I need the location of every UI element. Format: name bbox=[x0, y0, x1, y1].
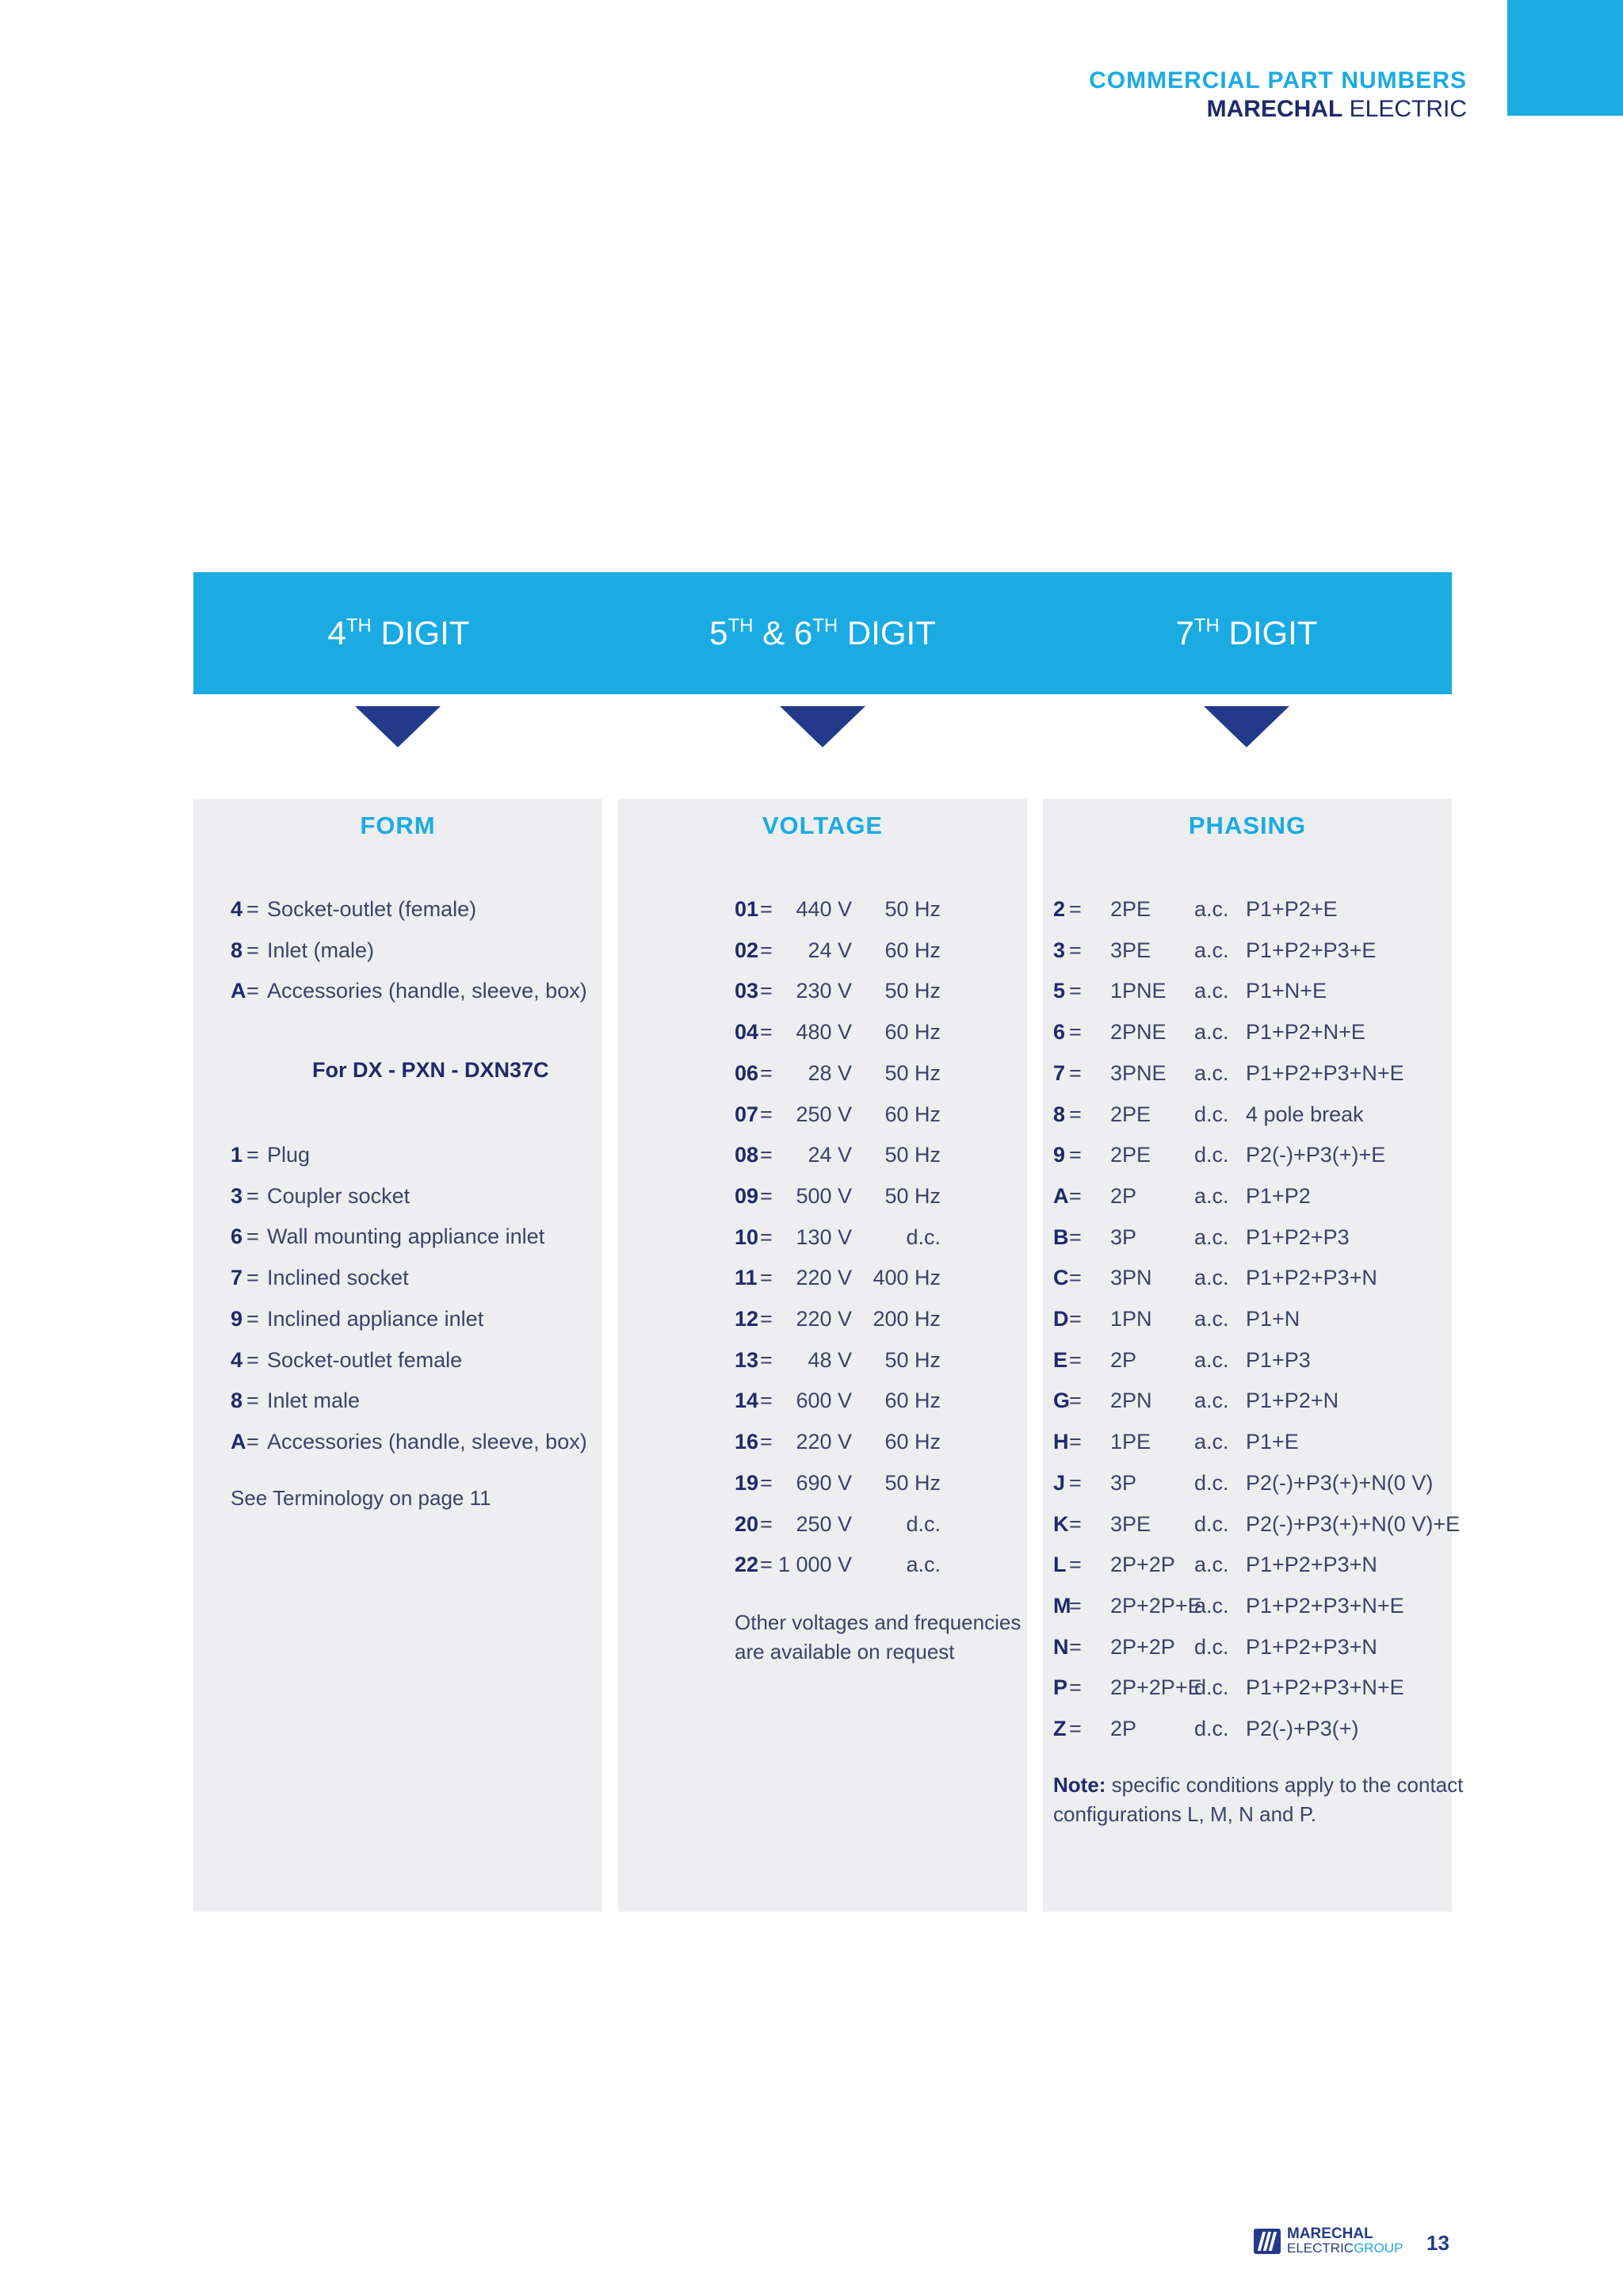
voltage-item-volt: 250 V bbox=[796, 1511, 852, 1536]
voltage-item bbox=[735, 1305, 941, 1332]
voltage-item-freq: 50 Hz bbox=[884, 1347, 941, 1372]
phasing-item-config: P1+P2+P3+N bbox=[1246, 1266, 1377, 1290]
phasing-item-current: d.c. bbox=[1194, 1102, 1229, 1126]
form-item bbox=[231, 1305, 595, 1332]
phasing-item-current: a.c. bbox=[1194, 1389, 1229, 1413]
form-item bbox=[231, 1428, 595, 1455]
phasing-item-code: G bbox=[1053, 1389, 1071, 1413]
phasing-item-poles: 2P bbox=[1110, 1347, 1137, 1372]
arrow-down-icon bbox=[355, 706, 441, 747]
phasing-item-current: a.c. bbox=[1194, 938, 1229, 962]
voltage-item-volt: 48 V bbox=[808, 1347, 852, 1372]
voltage-item-code: 06 bbox=[735, 1060, 759, 1085]
corner-tab bbox=[1507, 0, 1623, 116]
voltage-item-equals: = bbox=[760, 1143, 773, 1167]
digit-4-sup: TH bbox=[346, 615, 372, 636]
voltage-item-volt: 250 V bbox=[796, 1102, 852, 1126]
phasing-item-equals: = bbox=[1069, 1307, 1082, 1331]
phasing-item-code: L bbox=[1053, 1553, 1067, 1577]
phasing-item-current: a.c. bbox=[1194, 1347, 1229, 1372]
voltage-item-freq: d.c. bbox=[906, 1511, 941, 1536]
voltage-item bbox=[735, 937, 941, 964]
voltage-item-code: 01 bbox=[735, 897, 759, 921]
phasing-item-current: a.c. bbox=[1194, 1224, 1229, 1249]
phasing-item-current: a.c. bbox=[1194, 897, 1229, 921]
voltage-item-freq: 60 Hz bbox=[884, 938, 941, 962]
header-brand-rest: ELECTRIC bbox=[1349, 96, 1467, 122]
form-item-code: A bbox=[231, 1429, 246, 1454]
phasing-item-equals: = bbox=[1069, 1183, 1082, 1208]
phasing-item-code: K bbox=[1053, 1511, 1069, 1536]
digit-7-sup: TH bbox=[1193, 615, 1220, 636]
phasing-item-equals: = bbox=[1069, 1511, 1082, 1536]
digit-4-text: DIGIT bbox=[380, 614, 470, 651]
voltage-item bbox=[735, 977, 941, 1004]
form-item-equals: = bbox=[246, 1429, 259, 1454]
phasing-item-current: d.c. bbox=[1194, 1470, 1229, 1495]
digit-6-number: 6 bbox=[793, 614, 813, 651]
phasing-item-poles: 2PN bbox=[1110, 1389, 1152, 1413]
phasing-item-code: 9 bbox=[1053, 1143, 1066, 1167]
voltage-item-code: 08 bbox=[735, 1143, 759, 1167]
digit-56-label bbox=[664, 572, 981, 694]
phasing-note-label: Note: bbox=[1053, 1773, 1106, 1797]
form-item-code: A bbox=[231, 979, 246, 1003]
form-item-code: 9 bbox=[231, 1306, 243, 1331]
phasing-item-config: P1+P2+P3+E bbox=[1246, 938, 1377, 962]
form-item-equals: = bbox=[246, 1347, 259, 1372]
phasing-item-equals: = bbox=[1069, 1634, 1082, 1659]
phasing-item-current: d.c. bbox=[1194, 1143, 1229, 1167]
form-item-equals: = bbox=[246, 1389, 259, 1413]
phasing-item-poles: 1PNE bbox=[1110, 979, 1167, 1003]
form-item-text: Wall mounting appliance inlet bbox=[267, 1224, 545, 1249]
voltage-item-code: 19 bbox=[735, 1470, 759, 1495]
phasing-item-code: P bbox=[1053, 1675, 1068, 1700]
phasing-item-code: 2 bbox=[1053, 897, 1066, 921]
voltage-item-equals: = bbox=[760, 979, 773, 1003]
phasing-item-current: a.c. bbox=[1194, 1183, 1229, 1208]
voltage-item-code: 22 bbox=[735, 1553, 759, 1577]
phasing-item-code: D bbox=[1053, 1307, 1069, 1331]
form-item bbox=[231, 896, 595, 923]
voltage-item bbox=[735, 1469, 941, 1496]
phasing-item-current: d.c. bbox=[1194, 1511, 1229, 1536]
phasing-item-poles: 2PNE bbox=[1110, 1020, 1167, 1045]
phasing-item bbox=[1053, 937, 1434, 964]
phasing-item-poles: 2P+2P+E bbox=[1110, 1675, 1202, 1700]
form-item-text: Socket-outlet (female) bbox=[267, 897, 477, 921]
voltage-item-freq: 50 Hz bbox=[884, 1060, 941, 1085]
voltage-note-line2: are available on request bbox=[735, 1640, 955, 1664]
phasing-item-code: E bbox=[1053, 1347, 1068, 1372]
header-title: COMMERCIAL PART NUMBERS bbox=[1089, 67, 1467, 94]
phasing-item bbox=[1053, 1387, 1434, 1414]
voltage-item-volt: 440 V bbox=[796, 897, 852, 921]
voltage-item-volt: 500 V bbox=[796, 1183, 852, 1208]
form-item-equals: = bbox=[246, 1224, 259, 1249]
voltage-item-code: 09 bbox=[735, 1183, 759, 1208]
voltage-item-freq: 50 Hz bbox=[884, 979, 941, 1003]
voltage-item-code: 10 bbox=[735, 1224, 759, 1249]
voltage-item-code: 16 bbox=[735, 1430, 759, 1454]
marechal-logo bbox=[1254, 2225, 1403, 2257]
phasing-item bbox=[1053, 1264, 1434, 1291]
phasing-item-poles: 3PE bbox=[1110, 1511, 1151, 1536]
phasing-title: PHASING bbox=[1188, 812, 1307, 839]
form-item-equals: = bbox=[246, 938, 259, 962]
phasing-item-config: P1+P2 bbox=[1246, 1183, 1311, 1208]
phasing-item-equals: = bbox=[1069, 1717, 1082, 1740]
voltage-item-volt: 690 V bbox=[796, 1470, 852, 1495]
voltage-item-freq: 200 Hz bbox=[873, 1307, 941, 1331]
voltage-note-line1: Other voltages and frequencies bbox=[735, 1610, 1022, 1634]
phasing-item-config: P1+P2+E bbox=[1246, 897, 1338, 921]
phasing-item-config: P1+P2+P3+N+E bbox=[1246, 1593, 1404, 1618]
phasing-item bbox=[1053, 1428, 1434, 1455]
phasing-item-equals: = bbox=[1069, 938, 1082, 962]
form-item-code: 1 bbox=[231, 1143, 243, 1167]
header-brand-bold: MARECHAL bbox=[1206, 96, 1343, 122]
voltage-item-volt: 220 V bbox=[796, 1266, 852, 1290]
phasing-item-current: a.c. bbox=[1194, 1593, 1229, 1618]
phasing-item bbox=[1053, 1674, 1434, 1701]
form-item bbox=[231, 937, 595, 964]
voltage-item-volt: 220 V bbox=[796, 1430, 852, 1454]
phasing-item bbox=[1053, 1224, 1434, 1251]
form-item-equals: = bbox=[246, 897, 259, 921]
form-item-text: Accessories (handle, sleeve, box) bbox=[267, 979, 587, 1003]
phasing-item bbox=[1053, 1060, 1434, 1087]
phasing-item-code: Z bbox=[1053, 1717, 1067, 1740]
phasing-item-current: a.c. bbox=[1194, 1060, 1229, 1085]
form-item-equals: = bbox=[246, 1306, 259, 1331]
arrow-down-icon bbox=[1204, 706, 1289, 747]
phasing-item-config: P1+P2+P3+N bbox=[1246, 1634, 1377, 1659]
voltage-item-equals: = bbox=[760, 1553, 773, 1577]
phasing-item-config: P1+P3 bbox=[1246, 1347, 1311, 1372]
voltage-item-freq: 60 Hz bbox=[884, 1430, 941, 1454]
phasing-item-code: H bbox=[1053, 1430, 1069, 1454]
form-title: FORM bbox=[360, 812, 436, 839]
voltage-item-equals: = bbox=[760, 1224, 773, 1249]
form-item-code: 6 bbox=[231, 1224, 243, 1249]
digit-5-number: 5 bbox=[709, 614, 728, 651]
voltage-note bbox=[735, 1608, 1021, 1667]
form-item bbox=[231, 1264, 595, 1291]
voltage-item-freq: a.c. bbox=[906, 1553, 941, 1577]
voltage-item-equals: = bbox=[760, 1060, 773, 1085]
logo-line2a: ELECTRIC bbox=[1287, 2241, 1354, 2256]
voltage-item-equals: = bbox=[760, 1511, 773, 1536]
voltage-item-code: 12 bbox=[735, 1307, 759, 1331]
phasing-item-poles: 2PE bbox=[1110, 1143, 1151, 1167]
voltage-item-code: 20 bbox=[735, 1511, 759, 1536]
phasing-item-poles: 3P bbox=[1110, 1224, 1137, 1249]
digit-5-sup: TH bbox=[727, 615, 754, 636]
voltage-item-freq: 400 Hz bbox=[873, 1266, 941, 1290]
digit-7-text: DIGIT bbox=[1228, 614, 1318, 651]
phasing-item-code: A bbox=[1053, 1183, 1069, 1208]
voltage-item-freq: 50 Hz bbox=[884, 1470, 941, 1495]
form-item-text: Plug bbox=[267, 1143, 311, 1167]
voltage-item-equals: = bbox=[760, 1266, 773, 1290]
form-item-text: Coupler socket bbox=[267, 1183, 411, 1208]
phasing-item-equals: = bbox=[1069, 1347, 1082, 1372]
voltage-item bbox=[735, 1264, 941, 1291]
voltage-item-code: 02 bbox=[735, 938, 759, 962]
digit-4-number: 4 bbox=[327, 614, 346, 651]
voltage-item-freq: 50 Hz bbox=[884, 897, 941, 921]
voltage-item bbox=[735, 1511, 941, 1538]
phasing-item-equals: = bbox=[1069, 1470, 1082, 1495]
form-note: See Terminology on page 11 bbox=[231, 1486, 491, 1510]
phasing-item-equals: = bbox=[1069, 1389, 1082, 1413]
form-item-text: Socket-outlet female bbox=[267, 1347, 463, 1372]
voltage-item-volt: 24 V bbox=[808, 938, 852, 962]
voltage-item-equals: = bbox=[760, 1430, 773, 1454]
phasing-item-current: a.c. bbox=[1194, 1553, 1229, 1577]
voltage-item-equals: = bbox=[760, 1102, 773, 1126]
voltage-item-volt: 24 V bbox=[808, 1143, 852, 1167]
form-item bbox=[231, 977, 595, 1004]
phasing-item-equals: = bbox=[1069, 979, 1082, 1003]
form-item-text: Accessories (handle, sleeve, box) bbox=[267, 1429, 587, 1454]
form-item bbox=[231, 1347, 595, 1373]
voltage-item-volt: 28 V bbox=[808, 1060, 852, 1085]
phasing-item bbox=[1053, 1633, 1434, 1660]
voltage-item-freq: 60 Hz bbox=[884, 1020, 941, 1045]
voltage-item-code: 03 bbox=[735, 979, 759, 1003]
phasing-item-equals: = bbox=[1069, 897, 1082, 921]
voltage-item bbox=[735, 1060, 941, 1087]
phasing-item-code: 7 bbox=[1053, 1060, 1066, 1085]
voltage-item bbox=[735, 1428, 941, 1455]
phasing-item-poles: 3PNE bbox=[1110, 1060, 1167, 1085]
form-item-text: Inclined appliance inlet bbox=[267, 1306, 484, 1331]
voltage-item-code: 13 bbox=[735, 1347, 759, 1372]
phasing-item-config: P2(-)+P3(+)+N(0 V)+E bbox=[1246, 1511, 1461, 1536]
digit-amp: & bbox=[762, 614, 785, 651]
phasing-item-current: d.c. bbox=[1194, 1717, 1229, 1740]
phasing-item-poles: 3PE bbox=[1110, 938, 1151, 962]
phasing-item-equals: = bbox=[1069, 1224, 1082, 1249]
voltage-item-freq: d.c. bbox=[906, 1224, 941, 1249]
phasing-item-equals: = bbox=[1069, 1593, 1082, 1618]
phasing-item bbox=[1053, 1141, 1434, 1168]
phasing-item-code: 6 bbox=[1053, 1020, 1066, 1045]
form-subhead: For DX - PXN - DXN37C bbox=[312, 1058, 549, 1082]
form-item-equals: = bbox=[246, 1183, 259, 1208]
form-item bbox=[231, 1387, 595, 1414]
voltage-item-freq: 60 Hz bbox=[884, 1102, 941, 1126]
phasing-item-config: P2(-)+P3(+) bbox=[1246, 1717, 1359, 1740]
form-item bbox=[231, 1141, 595, 1168]
voltage-item bbox=[735, 1347, 941, 1373]
phasing-item-poles: 2P+2P bbox=[1110, 1553, 1175, 1577]
phasing-item bbox=[1053, 1101, 1434, 1128]
voltage-item-code: 04 bbox=[735, 1020, 759, 1045]
phasing-item-poles: 2PE bbox=[1110, 897, 1151, 921]
phasing-note-line1: specific conditions apply to the contact bbox=[1111, 1773, 1464, 1797]
voltage-item bbox=[735, 1182, 941, 1209]
page-number: 13 bbox=[1426, 2231, 1449, 2255]
phasing-note bbox=[1053, 1771, 1463, 1829]
phasing-item bbox=[1053, 1592, 1434, 1619]
phasing-item bbox=[1053, 977, 1434, 1004]
phasing-item-poles: 3P bbox=[1110, 1470, 1137, 1495]
phasing-item-current: d.c. bbox=[1194, 1634, 1229, 1659]
phasing-item-equals: = bbox=[1069, 1102, 1082, 1126]
voltage-item-equals: = bbox=[760, 1307, 773, 1331]
phasing-item bbox=[1053, 896, 1434, 923]
voltage-item-freq: 60 Hz bbox=[884, 1389, 941, 1413]
phasing-item-poles: 1PE bbox=[1110, 1430, 1151, 1454]
voltage-item-equals: = bbox=[760, 897, 773, 921]
form-item-text: Inlet (male) bbox=[267, 938, 375, 962]
voltage-item-equals: = bbox=[760, 1470, 773, 1495]
digit-7-label bbox=[1088, 572, 1405, 694]
phasing-item-poles: 2P bbox=[1110, 1717, 1137, 1740]
phasing-item-current: a.c. bbox=[1194, 979, 1229, 1003]
phasing-item-code: C bbox=[1053, 1266, 1069, 1290]
phasing-item-config: P1+P2+P3+N+E bbox=[1246, 1675, 1404, 1700]
form-item-code: 4 bbox=[231, 897, 243, 921]
phasing-item-equals: = bbox=[1069, 1430, 1082, 1454]
phasing-item-code: 3 bbox=[1053, 938, 1066, 962]
voltage-item-code: 11 bbox=[735, 1266, 758, 1290]
phasing-item-code: 5 bbox=[1053, 979, 1066, 1003]
phasing-item-current: a.c. bbox=[1194, 1020, 1229, 1045]
voltage-item-equals: = bbox=[760, 1389, 773, 1413]
phasing-item-poles: 2P bbox=[1110, 1183, 1137, 1208]
phasing-item-current: a.c. bbox=[1194, 1266, 1229, 1290]
digit-4-label bbox=[240, 572, 557, 694]
phasing-item-equals: = bbox=[1069, 1553, 1082, 1577]
voltage-item-equals: = bbox=[760, 1347, 773, 1372]
logo-line2b: GROUP bbox=[1354, 2241, 1403, 2256]
phasing-item bbox=[1053, 1511, 1461, 1538]
phasing-item-current: a.c. bbox=[1194, 1307, 1229, 1331]
phasing-item-config: P1+P2+P3+N bbox=[1246, 1553, 1377, 1577]
voltage-item bbox=[735, 896, 941, 923]
phasing-item bbox=[1053, 1551, 1434, 1578]
phasing-item-code: N bbox=[1053, 1634, 1069, 1659]
digit-header-bar bbox=[193, 572, 1452, 694]
voltage-item-freq: 50 Hz bbox=[884, 1143, 941, 1167]
form-item-code: 4 bbox=[231, 1347, 243, 1372]
digit-56-text: DIGIT bbox=[846, 614, 936, 651]
voltage-item-freq: 50 Hz bbox=[884, 1183, 941, 1208]
arrow-down-icon bbox=[780, 706, 865, 747]
form-item-equals: = bbox=[246, 1143, 259, 1167]
form-item bbox=[231, 1223, 595, 1250]
phasing-item-code: M bbox=[1053, 1593, 1071, 1618]
phasing-item-poles: 1PN bbox=[1110, 1307, 1152, 1331]
phasing-item-config: P1+N bbox=[1246, 1307, 1300, 1331]
voltage-item-volt: 130 V bbox=[796, 1224, 852, 1249]
phasing-item-equals: = bbox=[1069, 1020, 1082, 1045]
form-item-text: Inclined socket bbox=[267, 1266, 409, 1290]
voltage-item-equals: = bbox=[760, 1183, 773, 1208]
voltage-item-volt: 480 V bbox=[796, 1020, 852, 1045]
phasing-item-config: P2(-)+P3(+)+E bbox=[1246, 1143, 1386, 1167]
phasing-item-config: P1+E bbox=[1246, 1430, 1299, 1454]
logo-text bbox=[1287, 2227, 1403, 2256]
voltage-item-code: 14 bbox=[735, 1389, 759, 1413]
phasing-item-config: P1+P2+P3 bbox=[1246, 1224, 1350, 1249]
voltage-item-volt: 600 V bbox=[796, 1389, 852, 1413]
phasing-item bbox=[1053, 1469, 1434, 1496]
form-item-equals: = bbox=[246, 1266, 259, 1290]
phasing-item-poles: 3PN bbox=[1110, 1266, 1152, 1290]
phasing-item bbox=[1053, 1018, 1434, 1045]
phasing-item-code: J bbox=[1053, 1470, 1066, 1495]
phasing-item-code: 8 bbox=[1053, 1102, 1066, 1126]
phasing-item-equals: = bbox=[1069, 1060, 1082, 1085]
form-item-code: 8 bbox=[231, 938, 243, 962]
form-item-text: Inlet male bbox=[267, 1389, 361, 1413]
voltage-item-volt: 1 000 V bbox=[777, 1553, 852, 1577]
phasing-item-config: P1+N+E bbox=[1246, 979, 1327, 1003]
phasing-item-poles: 2P+2P+E bbox=[1110, 1593, 1202, 1618]
page-header bbox=[1089, 67, 1467, 124]
phasing-item-current: d.c. bbox=[1194, 1675, 1229, 1700]
form-item-equals: = bbox=[246, 979, 259, 1003]
phasing-item-config: P1+P2+P3+N+E bbox=[1246, 1060, 1404, 1085]
voltage-item bbox=[735, 1387, 941, 1414]
marechal-logo-icon bbox=[1254, 2229, 1281, 2254]
phasing-item bbox=[1053, 1715, 1434, 1742]
phasing-item-equals: = bbox=[1069, 1675, 1082, 1700]
phasing-item-config: P1+P2+N+E bbox=[1246, 1020, 1365, 1045]
phasing-note-line2: configurations L, M, N and P. bbox=[1053, 1802, 1316, 1826]
form-item bbox=[231, 1182, 595, 1209]
phasing-item-poles: 2P+2P bbox=[1110, 1634, 1175, 1659]
phasing-item-code: B bbox=[1053, 1224, 1069, 1249]
voltage-item bbox=[735, 1224, 941, 1251]
phasing-item bbox=[1053, 1347, 1434, 1373]
voltage-item bbox=[735, 1141, 941, 1168]
voltage-item-volt: 230 V bbox=[796, 979, 852, 1003]
digit-6-sup: TH bbox=[812, 615, 838, 636]
voltage-title: VOLTAGE bbox=[762, 812, 884, 839]
form-item-code: 7 bbox=[231, 1266, 243, 1290]
voltage-item-equals: = bbox=[760, 938, 773, 962]
phasing-item-config: P2(-)+P3(+)+N(0 V) bbox=[1246, 1470, 1434, 1495]
form-item-code: 3 bbox=[231, 1183, 243, 1208]
voltage-item bbox=[735, 1101, 941, 1128]
phasing-item-equals: = bbox=[1069, 1143, 1082, 1167]
voltage-item bbox=[735, 1018, 941, 1045]
phasing-item-config: P1+P2+N bbox=[1246, 1389, 1339, 1413]
voltage-item-equals: = bbox=[760, 1020, 773, 1045]
header-brand bbox=[1089, 95, 1467, 124]
phasing-item-poles: 2PE bbox=[1110, 1102, 1151, 1126]
voltage-item-volt: 220 V bbox=[796, 1307, 852, 1331]
form-item-code: 8 bbox=[231, 1389, 243, 1413]
voltage-item bbox=[735, 1551, 941, 1578]
phasing-item-config: 4 pole break bbox=[1246, 1102, 1364, 1126]
digit-7-number: 7 bbox=[1175, 614, 1194, 651]
logo-line1: MARECHAL bbox=[1287, 2225, 1373, 2242]
phasing-item bbox=[1053, 1182, 1434, 1209]
voltage-item-code: 07 bbox=[735, 1102, 759, 1126]
phasing-item bbox=[1053, 1305, 1434, 1332]
phasing-item-current: a.c. bbox=[1194, 1430, 1229, 1454]
phasing-item-equals: = bbox=[1069, 1266, 1082, 1290]
